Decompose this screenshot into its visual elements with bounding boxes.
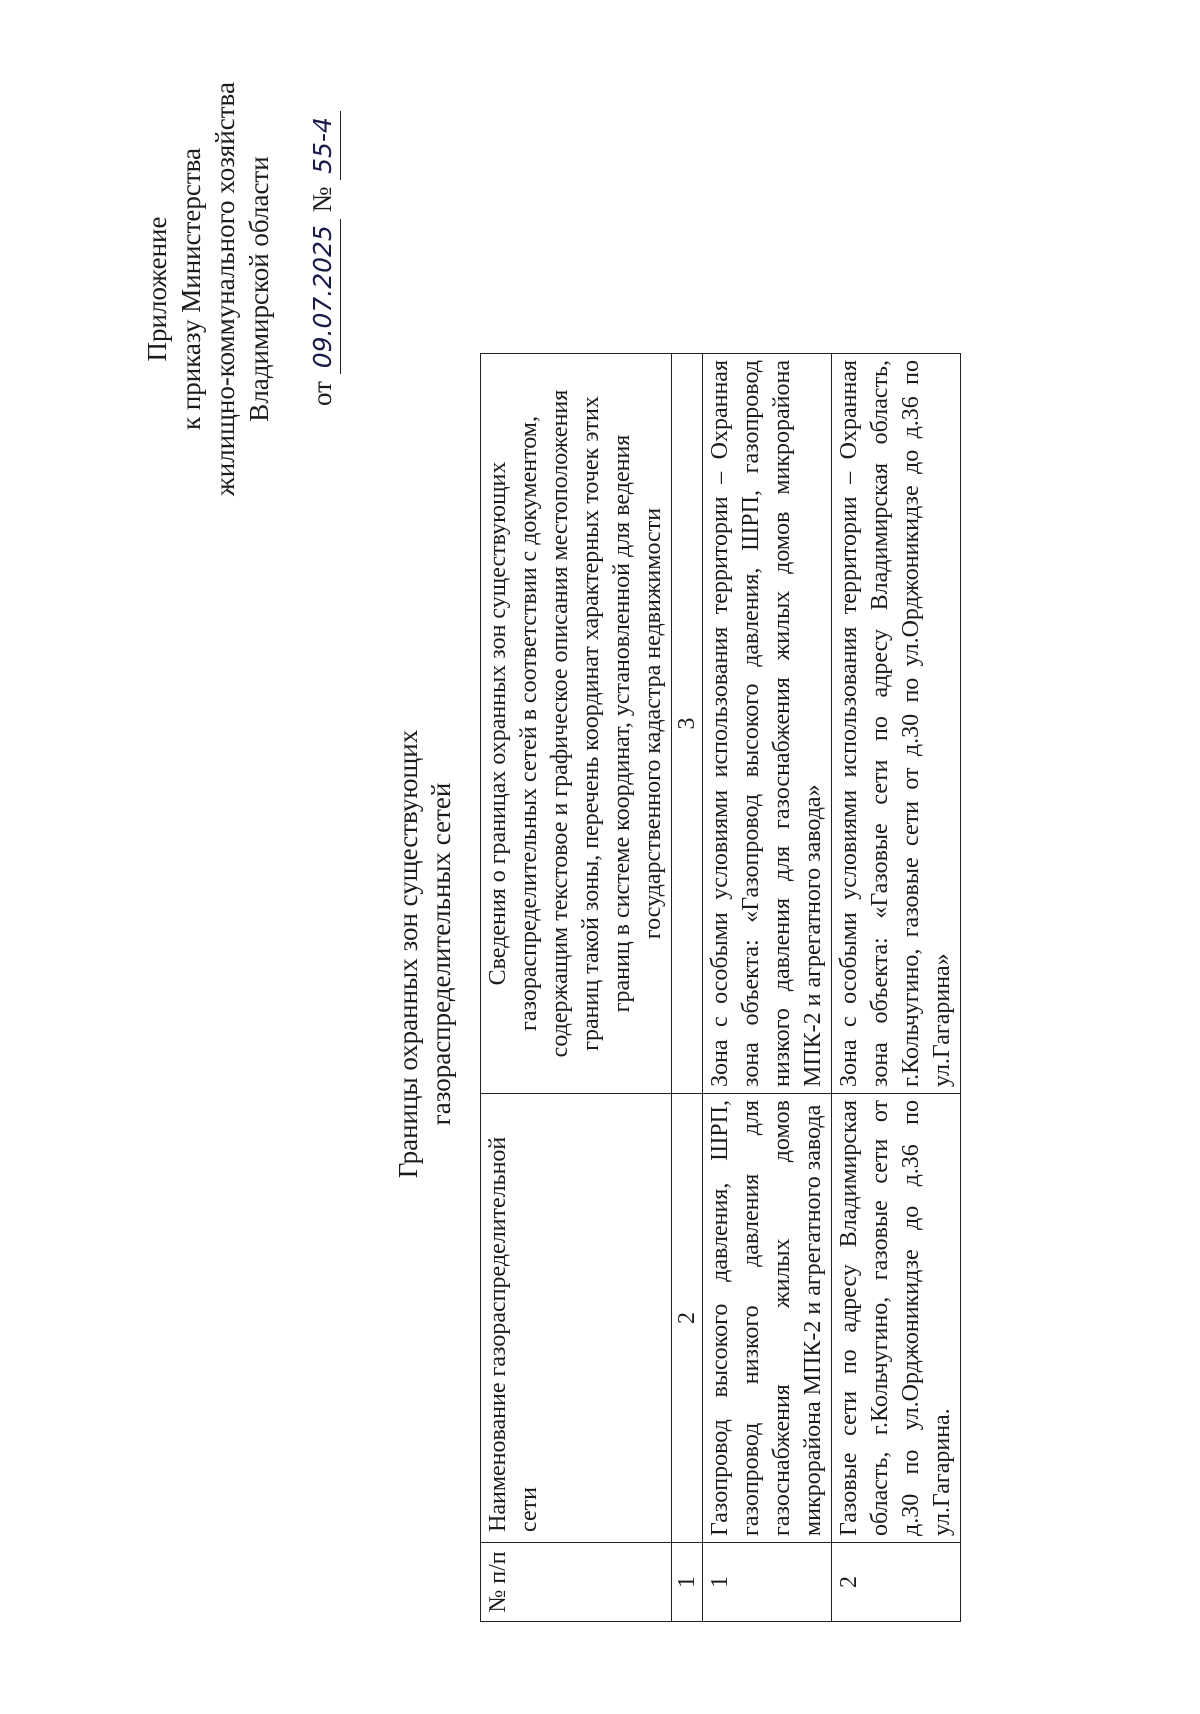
header-line: Приложение [142, 216, 172, 362]
column-number: 2 [672, 1094, 703, 1543]
zone-info: Зона с особыми условиями использования территории – Охранная зона объекта: «Газовые сети по адресу Владимирская область, г.Кольчугино, газовые сети от д.30 по ул.Орджоникидзе до д.36 по ул.Гагарина» [832, 354, 961, 1094]
document-title [392, 424, 458, 1484]
table-row [832, 354, 961, 1622]
number-label: № [307, 186, 337, 213]
header-line: к приказу Министерства [176, 147, 206, 431]
row-number: 2 [832, 1543, 961, 1622]
header-line: Владимирской области [244, 156, 274, 422]
order-number: 55-4 [306, 111, 341, 180]
order-date: 09.07.2025 [306, 219, 341, 374]
network-name: Газовые сети по адресу Владимирская область, г.Кольчугино, газовые сети от д.30 по ул.Орджоникидзе до д.36 по ул.Гагарина. [832, 1094, 961, 1543]
zones-table [480, 353, 961, 1622]
column-number: 1 [672, 1543, 703, 1622]
column-number: 3 [672, 354, 703, 1094]
zone-info: Зона с особыми условиями использования территории – Охранная зона объекта: «Газопровод высокого давления, ШРП, газопровод низкого давления для газоснабжения жилых домов микрорайона МПК-2 и агрегатного завода» [703, 354, 832, 1094]
row-number: 1 [703, 1543, 832, 1622]
from-label: от [307, 381, 337, 406]
header-cell-name: Наименование газораспределительной сети [481, 1094, 672, 1543]
header-cell-number: № п/п [481, 1543, 672, 1622]
title-line-1: Границы охранных зон существующих [393, 729, 423, 1179]
table-header-row [481, 354, 672, 1622]
network-name: Газопровод высокого давления, ШРП, газопровод низкого давления для газоснабжения жилых домов микрорайона МПК-2 и агрегатного завода [703, 1094, 832, 1543]
appendix-header [140, 79, 276, 499]
column-number-row [672, 354, 703, 1622]
table-row [703, 354, 832, 1622]
title-line-2: газораспределительных сетей [426, 782, 456, 1126]
order-reference [305, 76, 341, 406]
header-cell-info: Сведения о границах охранных зон существующих газораспределительных сетей в соответствии с документом, содержащим текстовое и графическое описания местоположения границ такой зоны, перечень координат характерных точек этих границ в системе координат, установленной для ведения государственного кадастра недвижимости [481, 354, 672, 1094]
header-line: жилищно-коммунального хозяйства [210, 82, 240, 496]
